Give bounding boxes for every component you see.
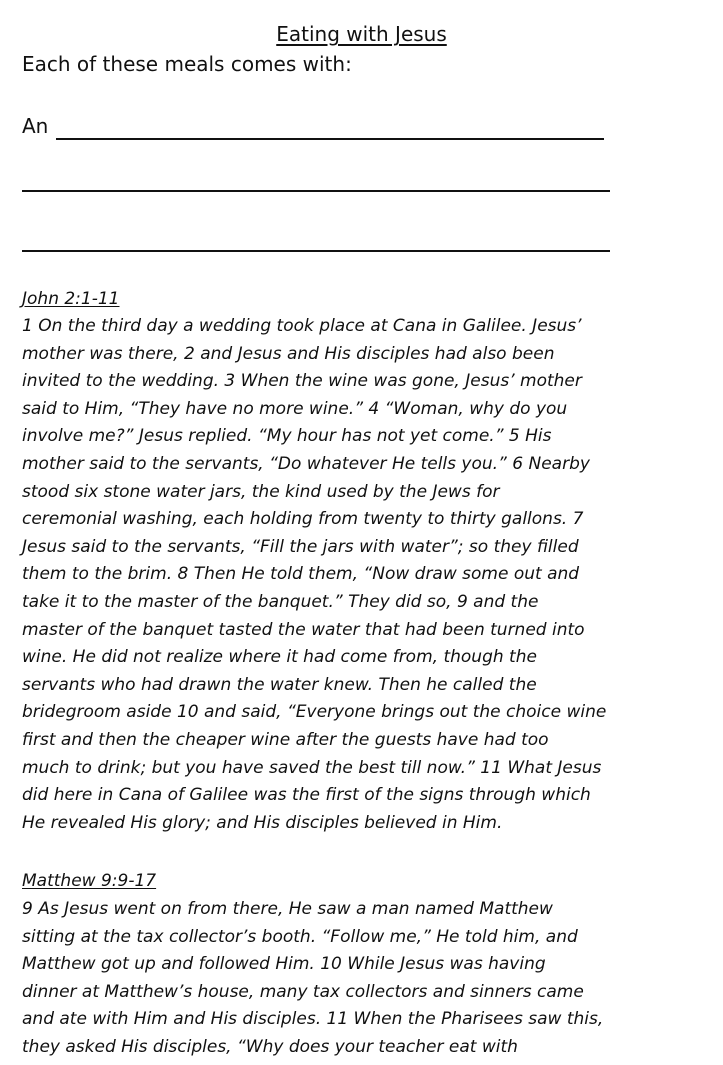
answer-blank-2[interactable]	[22, 172, 610, 192]
passage-line: bridegroom aside 10 and said, “Everyone brings out the choice wine	[22, 702, 607, 723]
passage-line: stood six stone water jars, the kind used by the Jews for	[22, 481, 500, 502]
passage-line: take it to the master of the banquet.” They did so, 9 and the	[22, 591, 539, 612]
worksheet-title: Eating with Jesus	[276, 22, 447, 46]
answer-blank-3[interactable]	[22, 232, 610, 252]
answer-blank-prefix: An	[22, 114, 49, 138]
passage-line: much to drink; but you have saved the best till now.” 11 What Jesus	[22, 757, 602, 778]
passage-line: He revealed His glory; and His disciples believed in Him.	[22, 812, 503, 833]
answer-line[interactable]	[22, 232, 610, 252]
passage-line: ceremonial washing, each holding from twenty to thirty gallons. 7	[22, 509, 584, 530]
passage-reference-john: John 2:1-11	[22, 289, 120, 309]
passage-line: wine. He did not realize where it had come from, though the	[22, 647, 537, 668]
passage-line: and ate with Him and His disciples. 11 When the Pharisees saw this,	[22, 1009, 604, 1030]
passage-text-matthew	[22, 896, 722, 1062]
passage-line: they asked His disciples, “Why does your teacher eat with	[22, 1036, 518, 1057]
passage-line: invited to the wedding. 3 When the wine was gone, Jesus’ mother	[22, 371, 582, 392]
passage-line: first and then the cheaper wine after the guests have had too	[22, 729, 549, 750]
passage-line: servants who had drawn the water knew. Then he called the	[22, 674, 537, 695]
passage-line: sitting at the tax collector’s booth. “Follow me,” He told him, and	[22, 926, 578, 947]
passage-text-john	[22, 313, 722, 837]
worksheet-subtitle: Each of these meals comes with:	[22, 52, 352, 76]
passage-line: Jesus said to the servants, “Fill the jars with water”; so they filled	[22, 536, 579, 557]
answer-line[interactable]	[56, 120, 604, 140]
answer-line[interactable]	[22, 172, 610, 192]
passage-line: mother was there, 2 and Jesus and His disciples had also been	[22, 343, 555, 364]
answer-blank-1[interactable]	[22, 112, 604, 140]
passage-reference-matthew: Matthew 9:9-17	[22, 871, 157, 891]
passage-line: 9 As Jesus went on from there, He saw a man named Matthew	[22, 899, 553, 919]
passage-line: did here in Cana of Galilee was the first of the signs through which	[22, 785, 591, 806]
passage-line: 1 On the third day a wedding took place at Cana in Galilee. Jesus’	[22, 316, 582, 336]
passage-line: dinner at Matthew’s house, many tax collectors and sinners came	[22, 981, 584, 1002]
passage-line: master of the banquet tasted the water that had been turned into	[22, 619, 585, 640]
passage-line: Matthew got up and followed Him. 10 While Jesus was having	[22, 954, 546, 975]
passage-line: involve me?” Jesus replied. “My hour has not yet come.” 5 His	[22, 426, 552, 447]
passage-line: mother said to the servants, “Do whatever He tells you.” 6 Nearby	[22, 453, 590, 474]
passage-line: them to the brim. 8 Then He told them, “Now draw some out and	[22, 564, 580, 585]
passage-line: said to Him, “They have no more wine.” 4 “Woman, why do you	[22, 398, 568, 419]
